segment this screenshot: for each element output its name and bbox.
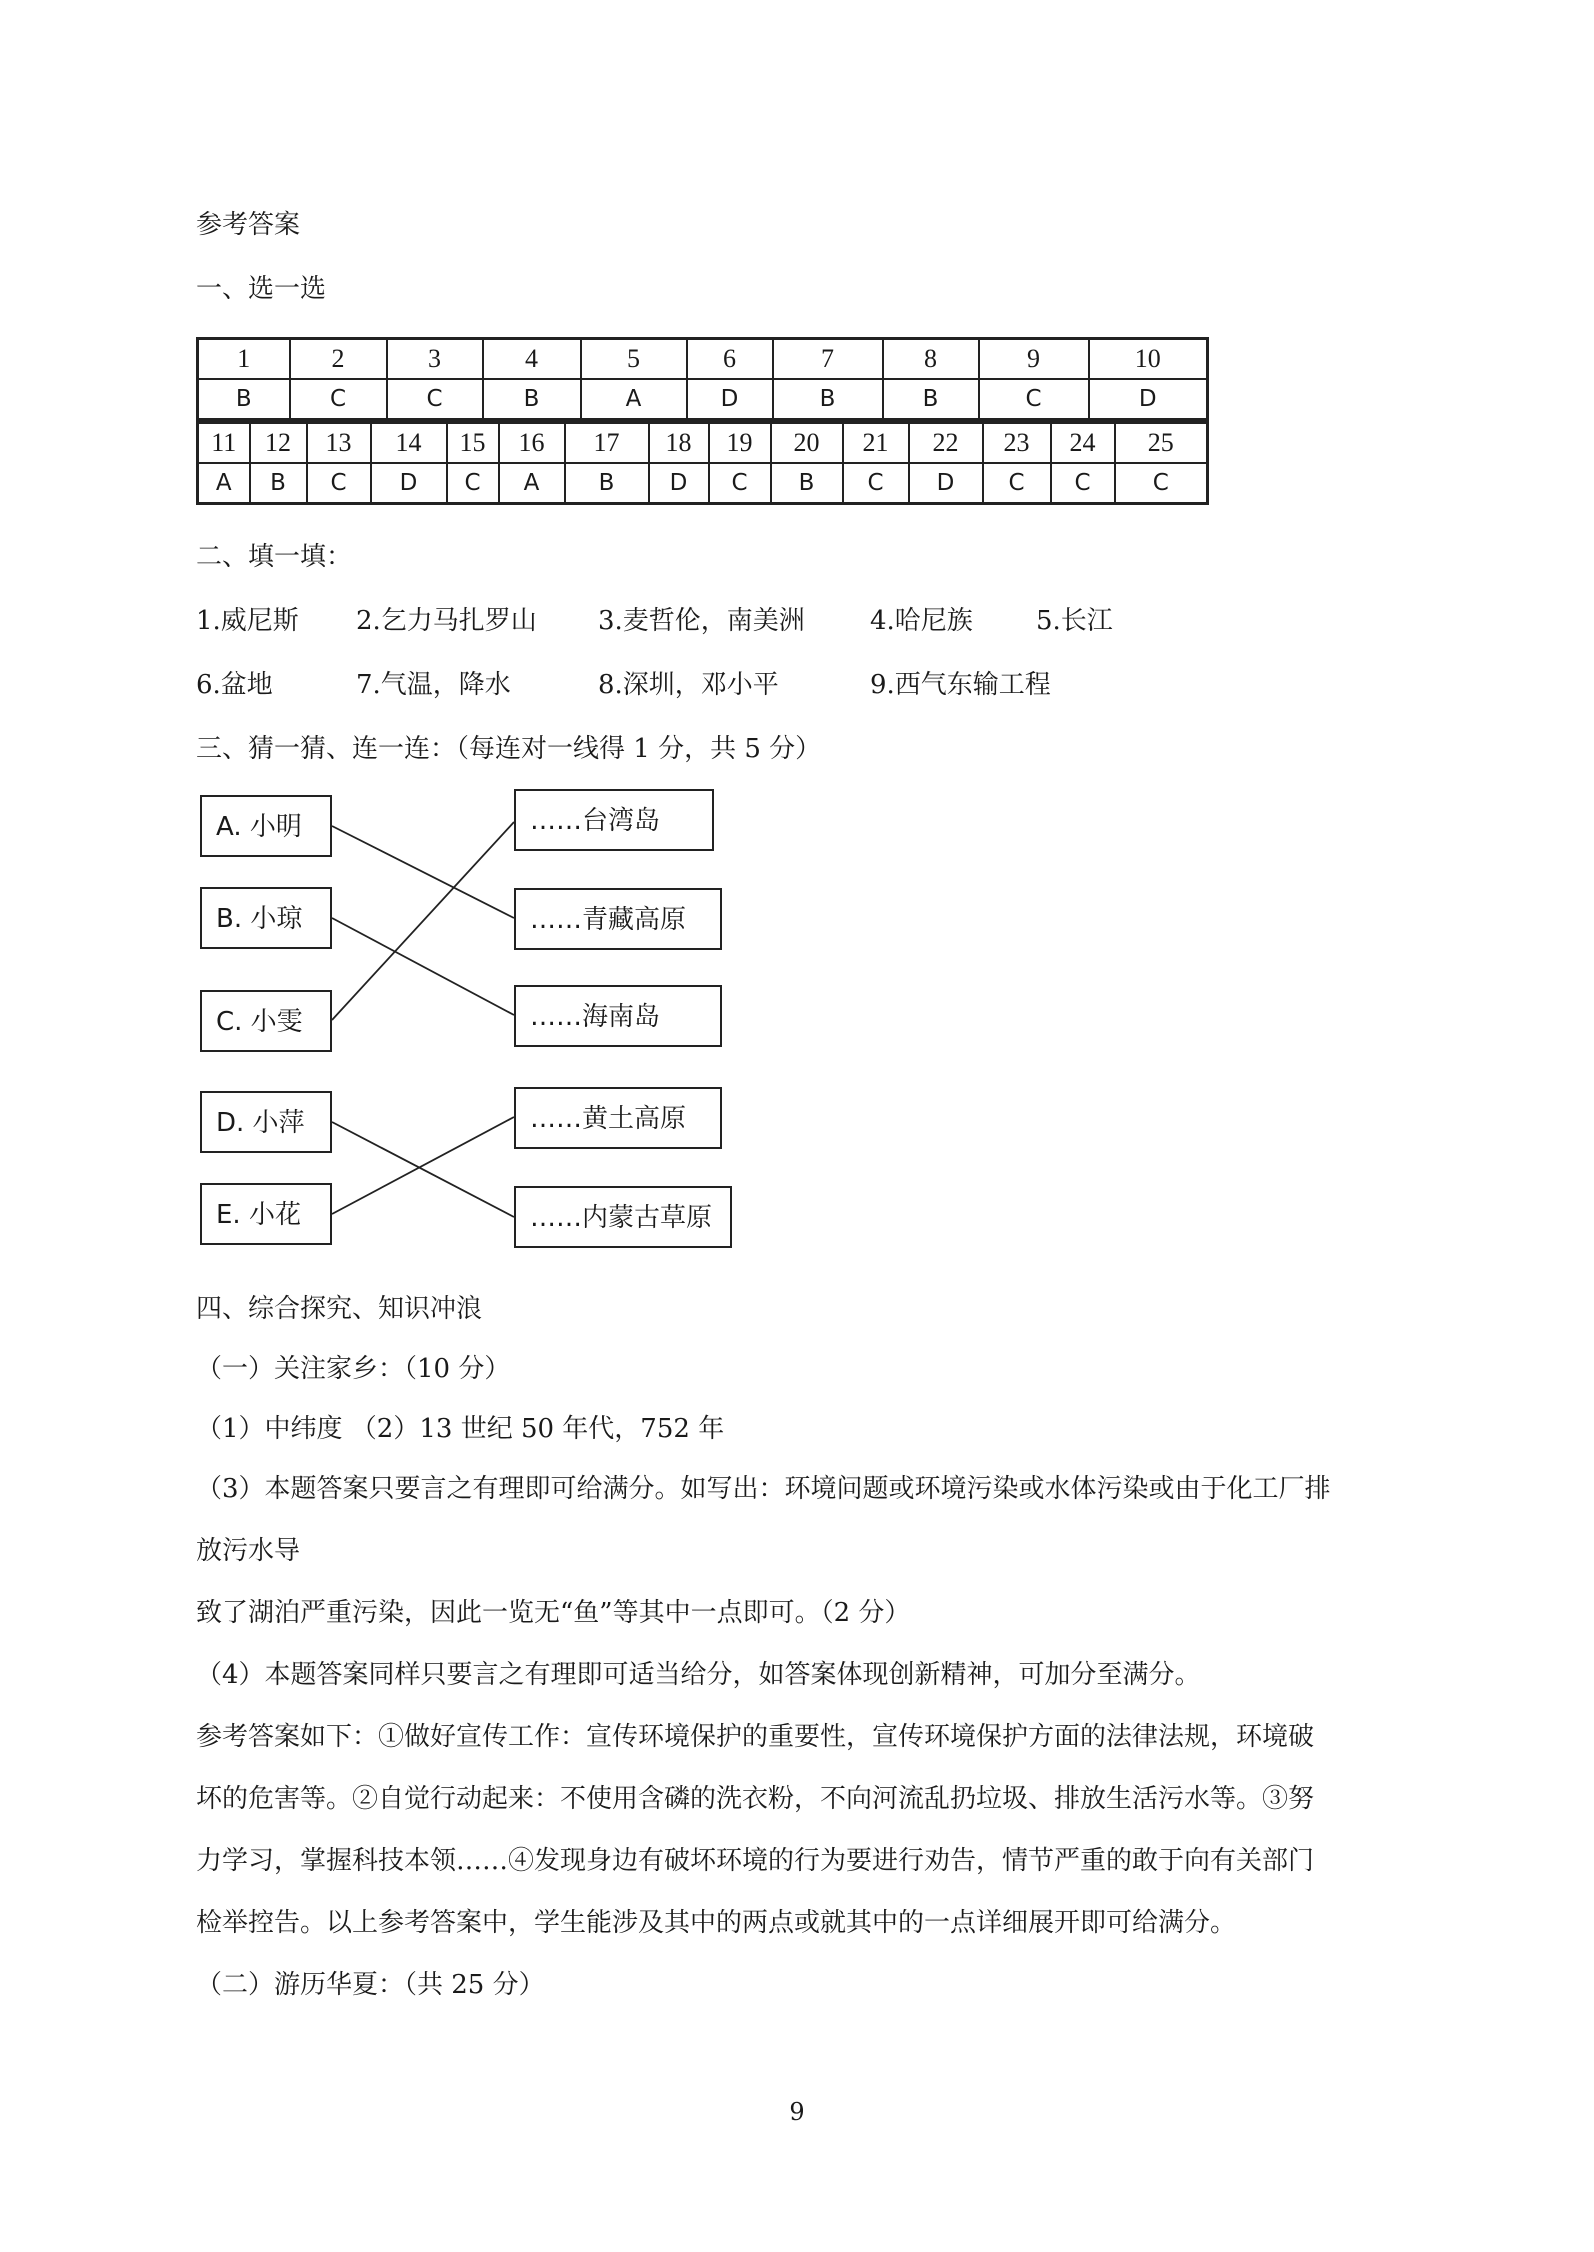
answer-table-11-25: [196, 421, 1209, 505]
table-cell: 1: [198, 339, 290, 380]
right-box-huangtu: ……黄土高原: [514, 1087, 722, 1149]
table-cell: C: [447, 463, 499, 504]
table-cell: 25: [1115, 423, 1208, 464]
fill-answers-row-2: [196, 668, 1396, 702]
fill-answer: 1.威尼斯: [196, 606, 299, 636]
table-cell: 8: [883, 339, 979, 380]
table-cell: B: [773, 379, 883, 420]
table-cell: D: [371, 463, 447, 504]
answer-q3-line1: （3）本题答案只要言之有理即可给满分。如写出：环境问题或环境污染或水体污染或由于化工厂排: [196, 1474, 1331, 1504]
table-cell: 2: [290, 339, 387, 380]
fill-answer: 6.盆地: [196, 670, 273, 700]
match-line: [332, 1117, 514, 1214]
answer-q4-line4: 力学习，掌握科技本领……④发现身边有破坏环境的行为要进行劝告，情节严重的敢于向有关部门: [196, 1846, 1315, 1876]
left-box-xiaohua: E. 小花: [200, 1183, 332, 1245]
fill-answer: 9.西气东输工程: [870, 670, 1051, 700]
table-cell: B: [771, 463, 843, 504]
fill-answer: 8.深圳，邓小平: [598, 670, 779, 700]
table-cell: B: [250, 463, 307, 504]
part2-title: （二）游历华夏：（共 25 分）: [196, 1970, 545, 2000]
table-cell: 15: [447, 423, 499, 464]
left-box-xiaoming: A. 小明: [200, 795, 332, 857]
table-cell: D: [1089, 379, 1208, 420]
table-cell: C: [307, 463, 371, 504]
table-cell: C: [290, 379, 387, 420]
part1-title: （一）关注家乡：（10 分）: [196, 1354, 511, 1384]
match-line: [332, 1122, 514, 1217]
table-cell: A: [198, 463, 250, 504]
table-cell: 6: [687, 339, 773, 380]
match-line: [332, 822, 514, 1020]
table-cell: B: [483, 379, 581, 420]
table-cell: D: [649, 463, 709, 504]
table-cell: C: [1051, 463, 1115, 504]
table-cell: 17: [565, 423, 649, 464]
table-cell: 4: [483, 339, 581, 380]
table-cell: 24: [1051, 423, 1115, 464]
answer-q4-line3: 坏的危害等。②自觉行动起来：不使用含磷的洗衣粉，不向河流乱扔垃圾、排放生活污水等。③努: [196, 1784, 1315, 1814]
table-cell: C: [979, 379, 1089, 420]
question-number-row: [198, 423, 1208, 464]
matching-diagram: [196, 785, 736, 1245]
answer-row: [198, 463, 1208, 504]
section4-title: 四、综合探究、知识冲浪: [196, 1294, 483, 1324]
answer-q4-line1: （4）本题答案同样只要言之有理即可适当给分，如答案体现创新精神，可加分至满分。: [196, 1660, 1201, 1690]
table-cell: 10: [1089, 339, 1208, 380]
table-cell: 19: [709, 423, 771, 464]
table-cell: C: [1115, 463, 1208, 504]
fill-answer: 7.气温，降水: [356, 670, 511, 700]
table-cell: 23: [983, 423, 1051, 464]
section1-title: 一、选一选: [196, 274, 327, 304]
fill-answer: 3.麦哲伦，南美洲: [598, 606, 805, 636]
table-cell: 7: [773, 339, 883, 380]
table-cell: 5: [581, 339, 687, 380]
table-cell: 11: [198, 423, 250, 464]
fill-answer: 2.乞力马扎罗山: [356, 606, 537, 636]
table-cell: 20: [771, 423, 843, 464]
section2-title: 二、填一填：: [196, 542, 353, 572]
answer-q1-q2: （1）中纬度 （2）13 世纪 50 年代，752 年: [196, 1414, 725, 1444]
left-box-xiaowen: C. 小雯: [200, 990, 332, 1052]
answer-q3-line2: 放污水导: [196, 1536, 301, 1566]
right-box-neimenggu: ……内蒙古草原: [514, 1186, 732, 1248]
fill-answer: 5.长江: [1036, 606, 1113, 636]
table-cell: D: [687, 379, 773, 420]
table-cell: 14: [371, 423, 447, 464]
table-cell: 13: [307, 423, 371, 464]
fill-answer: 4.哈尼族: [870, 606, 973, 636]
page-number: 9: [789, 2098, 805, 2126]
table-cell: 18: [649, 423, 709, 464]
answer-q4-line5: 检举控告。以上参考答案中，学生能涉及其中的两点或就其中的一点详细展开即可给满分。: [196, 1908, 1237, 1938]
answer-q3-line3: 致了湖泊严重污染，因此一览无“鱼”等其中一点即可。（2 分）: [196, 1598, 911, 1628]
table-cell: C: [843, 463, 909, 504]
section3-title: 三、猜一猜、连一连：（每连对一线得 1 分，共 5 分）: [196, 734, 822, 764]
left-box-xiaoqiong: B. 小琼: [200, 887, 332, 949]
table-cell: 9: [979, 339, 1089, 380]
right-box-qingzang: ……青藏高原: [514, 888, 722, 950]
answer-key-heading: 参考答案: [196, 210, 301, 240]
table-cell: B: [565, 463, 649, 504]
table-cell: A: [581, 379, 687, 420]
table-cell: C: [983, 463, 1051, 504]
table-cell: A: [499, 463, 565, 504]
left-box-xiaoping: D. 小萍: [200, 1091, 332, 1153]
table-cell: C: [709, 463, 771, 504]
table-cell: B: [883, 379, 979, 420]
answer-table-1-10: [196, 337, 1209, 421]
table-cell: C: [387, 379, 483, 420]
match-line: [332, 826, 514, 918]
answer-row: [198, 379, 1208, 420]
right-box-hainan: ……海南岛: [514, 985, 722, 1047]
table-cell: 16: [499, 423, 565, 464]
table-cell: B: [198, 379, 290, 420]
match-line: [332, 918, 514, 1015]
table-cell: 22: [909, 423, 983, 464]
table-cell: 3: [387, 339, 483, 380]
table-cell: 21: [843, 423, 909, 464]
answer-q4-line2: 参考答案如下：①做好宣传工作：宣传环境保护的重要性，宣传环境保护方面的法律法规，环境破: [196, 1722, 1315, 1752]
fill-answers-row-1: [196, 604, 1396, 638]
question-number-row: [198, 339, 1208, 380]
table-cell: 12: [250, 423, 307, 464]
right-box-taiwan: ……台湾岛: [514, 789, 714, 851]
table-cell: D: [909, 463, 983, 504]
